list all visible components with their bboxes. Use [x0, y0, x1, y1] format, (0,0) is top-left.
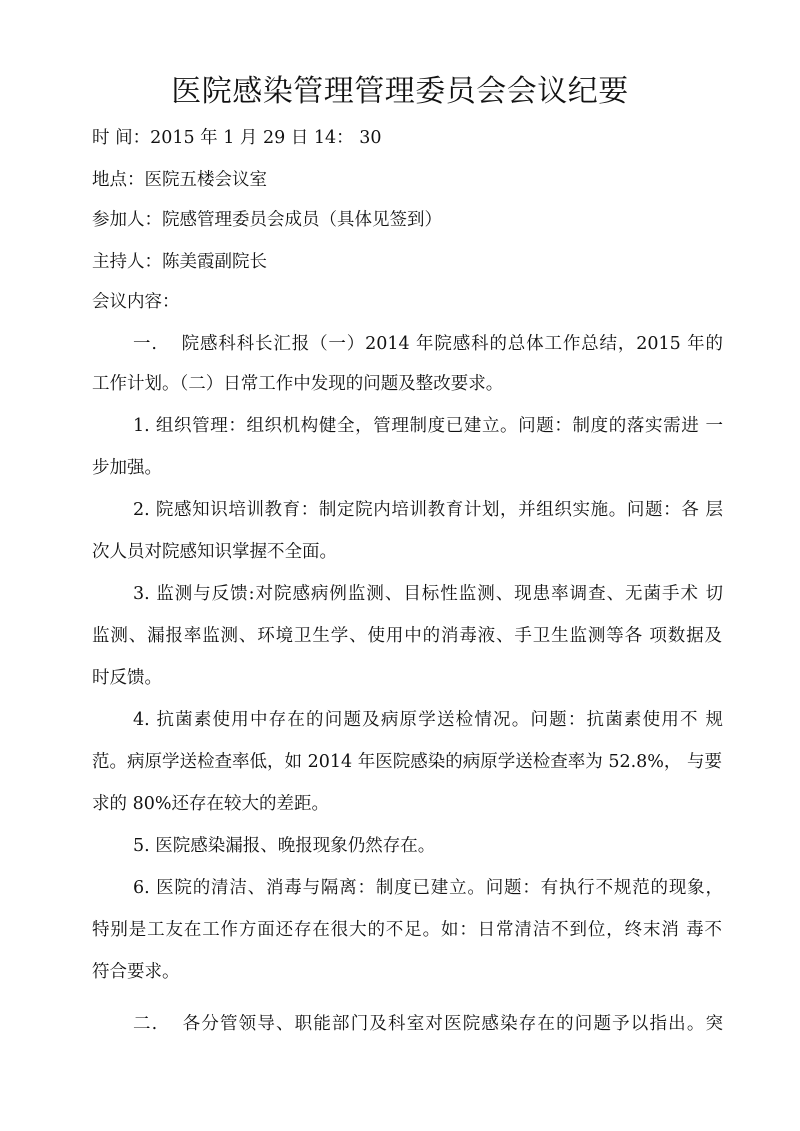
- body-line: 特别是工友在工作方面还存在很大的不足。如：日常清洁不到位，终末消 毒不: [92, 920, 722, 940]
- body-line: 3. 监测与反馈:对院感病例监测、目标性监测、现患率调查、无菌手术 切: [133, 584, 723, 604]
- meeting-participants: 参加人：院感管理委员会成员（具体见签到）: [92, 210, 442, 230]
- meeting-place: 地点：医院五楼会议室: [92, 170, 267, 190]
- body-line: 2. 院感知识培训教育：制定院内培训教育计划，并组织实施。问题：各 层: [133, 500, 723, 520]
- meeting-host: 主持人：陈美霞副院长: [92, 252, 267, 272]
- document-title: 医院感染管理管理委员会会议纪要: [171, 74, 629, 109]
- meeting-time: 时 间：2015 年 1 月 29 日 14： 30: [92, 128, 382, 148]
- body-line: 监测、漏报率监测、环境卫生学、使用中的消毒液、手卫生监测等各 项数据及: [92, 626, 722, 646]
- body-line: 5. 医院感染漏报、晚报现象仍然存在。: [133, 836, 436, 856]
- body-line: 4. 抗菌素使用中存在的问题及病原学送检情况。问题：抗菌素使用不 规: [133, 710, 723, 730]
- body-line: 求的 80%还存在较大的差距。: [92, 794, 329, 814]
- body-line: 工作计划。（二）日常工作中发现的问题及整改要求。: [92, 374, 504, 394]
- body-line: 二. 各分管领导、职能部门及科室对医院感染存在的问题予以指出。突: [133, 1014, 723, 1034]
- body-line: 1. 组织管理：组织机构健全，管理制度已建立。问题：制度的落实需进 一: [133, 416, 723, 436]
- body-line: 一. 院感科科长汇报（一）2014 年院感科的总体工作总结，2015 年的: [133, 334, 723, 354]
- content-label: 会议内容：: [92, 292, 180, 312]
- body-line: 范。病原学送检查率低，如 2014 年医院感染的病原学送检查率为 52.8%， 与要: [92, 752, 722, 772]
- body-line: 时反馈。: [92, 668, 162, 688]
- body-line: 次人员对院感知识掌握不全面。: [92, 542, 337, 562]
- body-line: 步加强。: [92, 458, 162, 478]
- body-line: 符合要求。: [92, 962, 180, 982]
- body-line: 6. 医院的清洁、消毒与隔离：制度已建立。问题：有执行不规范的现象，: [133, 878, 723, 898]
